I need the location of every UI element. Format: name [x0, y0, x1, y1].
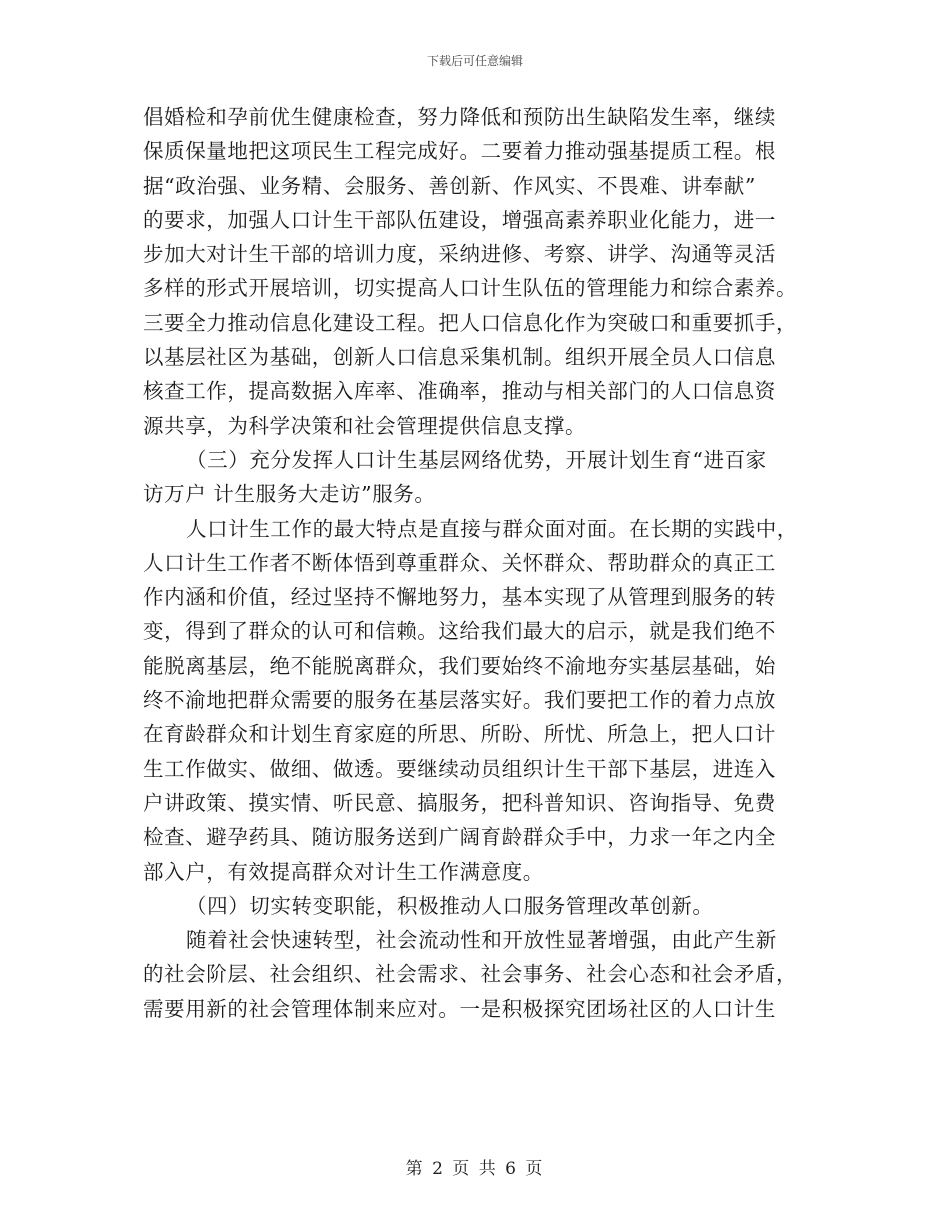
page-header-note: 下载后可任意编辑 — [426, 54, 523, 68]
text-line: 能脱离基层，绝不能脱离群众，我们要始终不渝地夯实基层基础，始 — [143, 653, 776, 678]
text-line: 的要求，加强人口计生干部队伍建设，增强高素养职业化能力，进一 — [143, 207, 776, 232]
text-line: 核查工作，提高数据入库率、准确率，推动与相关部门的人口信息资 — [143, 379, 776, 404]
text-line: 据“政治强、业务精、会服务、善创新、作风实、不畏难、讲奉献” — [143, 173, 756, 198]
text-line: 倡婚检和孕前优生健康检查，努力降低和预防出生缺陷发生率，继续 — [143, 105, 776, 129]
text-line: 检查、避孕药具、随访服务送到广阔育龄群众手中，力求一年之内全 — [143, 825, 776, 850]
text-line: 生工作做实、做细、做透。要继续动员组织计生干部下基层，进连入 — [143, 756, 776, 781]
paragraph-start: 人口计生工作的最大特点是直接与群众面对面。在长期的实践中， — [186, 516, 798, 541]
text-line: 变，得到了群众的认可和信赖。这给我们最大的启示，就是我们绝不 — [143, 619, 776, 644]
text-line: 步加大对计生干部的培训力度，采纳进修、考察、讲学、沟通等灵活 — [143, 242, 776, 267]
text-line: 终不渝地把群众需要的服务在基层落实好。我们要把工作的着力点放 — [143, 688, 776, 713]
page-number-footer: 第 2 页 共 6 页 — [405, 1159, 545, 1179]
text-line: 部入户，有效提高群众对计生工作满意度。 — [143, 859, 544, 884]
text-line: 户讲政策、摸实情、听民意、搞服务，把科普知识、咨询指导、免费 — [143, 790, 776, 815]
text-line: 源共享，为科学决策和社会管理提供信息支撑。 — [143, 413, 587, 438]
text-line: 需要用新的社会管理体制来应对。一是积极探究团场社区的人口计生 — [143, 996, 776, 1021]
section-heading-3: （三）充分发挥人口计生基层网络优势，开展计划生育“进百家 — [186, 447, 767, 472]
text-line: 以基层社区为基础，创新人口信息采集机制。组织开展全员人口信息 — [143, 345, 776, 370]
text-line: 的社会阶层、社会组织、社会需求、社会事务、社会心态和社会矛盾， — [143, 962, 798, 987]
text-line: 多样的形式开展培训，切实提高人口计生队伍的管理能力和综合素养。 — [143, 276, 798, 301]
text-line: 人口计生工作者不断体悟到尊重群众、关怀群众、帮助群众的真正工 — [143, 550, 776, 575]
text-line: 在育龄群众和计划生育家庭的所思、所盼、所忧、所急上，把人口计 — [143, 722, 776, 747]
section-heading-4: （四）切实转变职能，积极推动人口服务管理改革创新。 — [186, 893, 714, 918]
text-line: 三要全力推动信息化建设工程。把人口信息化作为突破口和重要抓手， — [143, 310, 798, 335]
section-heading-3-cont: 访万户 计生服务大走访”服务。 — [143, 482, 436, 507]
text-line: 作内涵和价值，经过坚持不懈地努力，基本实现了从管理到服务的转 — [143, 585, 776, 610]
paragraph-start: 随着社会快速转型，社会流动性和开放性显著增强，由此产生新 — [186, 928, 777, 953]
text-line: 保质保量地把这项民生工程完成好。二要着力推动强基提质工程。根 — [143, 139, 776, 164]
document-body — [143, 100, 803, 1026]
